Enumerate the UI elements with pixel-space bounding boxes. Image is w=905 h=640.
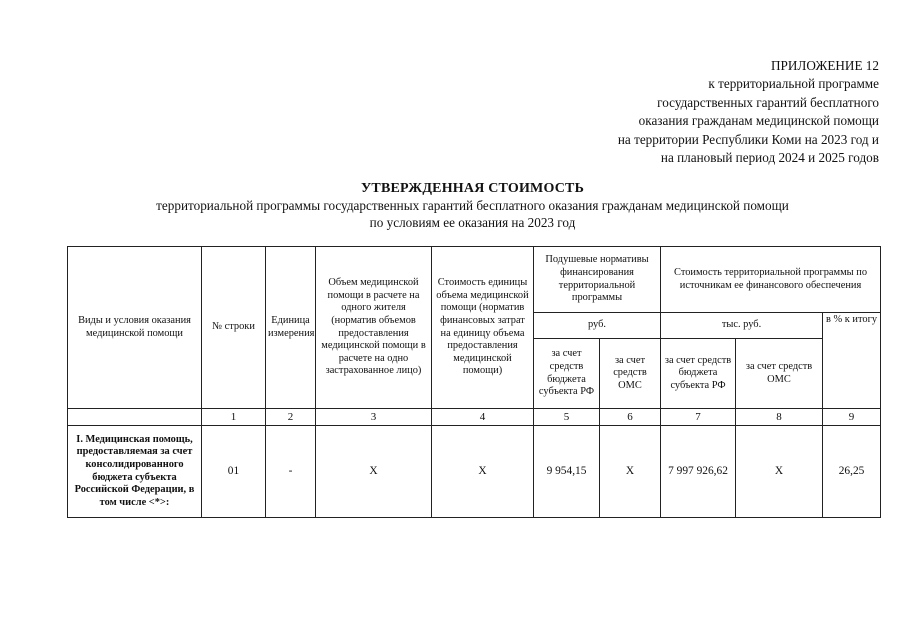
document-subtitle: территориальной программы государственных гарантий бесплатного оказания гражданам медицинской помощи — [156, 198, 789, 213]
column-number: 9 — [823, 409, 881, 426]
column-number: 6 — [600, 409, 661, 426]
header-rub: руб. — [534, 313, 661, 339]
annex-line: государственных гарантий бесплатного — [657, 94, 879, 110]
header-volume: Объем медицинской помощи в расчете на одного жителя (норматив объемов предоставления медицинской помощи в расчете на одно застрахованное лицо) — [316, 247, 432, 409]
annex-line: оказания гражданам медицинской помощи — [638, 113, 879, 129]
column-number: 2 — [266, 409, 316, 426]
cost-table — [67, 246, 881, 518]
header-unit-cost: Стоимость единицы объема медицинской помощи (норматив финансовых затрат на единицу объема предоставления медицинской помощи) — [432, 247, 534, 409]
header-per-capita-oms: за счет средств ОМС — [600, 339, 661, 409]
header-percent: в % к итогу — [823, 313, 881, 409]
header-thousand-rub: тыс. руб. — [661, 313, 823, 339]
row-number: 01 — [202, 426, 266, 518]
document-title-block — [60, 180, 885, 231]
annex-line: к территориальной программе — [708, 76, 879, 92]
document-title: УТВЕРЖДЕННАЯ СТОИМОСТЬ — [360, 181, 585, 196]
column-number: 7 — [661, 409, 736, 426]
header-kinds: Виды и условия оказания медицинской помощи — [68, 247, 202, 409]
annex-header — [539, 57, 879, 167]
row-cost-oms: X — [736, 426, 823, 518]
annex-title: ПРИЛОЖЕНИЕ 12 — [771, 58, 879, 73]
column-number: 8 — [736, 409, 823, 426]
row-per-capita-oms: X — [600, 426, 661, 518]
annex-line: на территории Республики Коми на 2023 год и — [617, 131, 879, 147]
row-percent: 26,25 — [823, 426, 881, 518]
header-cost-budget: за счет средств бюджета субъекта РФ — [661, 339, 736, 409]
column-number: 3 — [316, 409, 432, 426]
row-name: I. Медицинская помощь, предоставляемая за счет консолидированного бюджета субъекта Российской Федерации, в том числе <*>: — [68, 426, 202, 518]
document-subtitle-period: по условиям ее оказания на 2023 год — [369, 215, 576, 230]
header-per-capita: Подушевые нормативы финансирования территориальной программы — [534, 247, 661, 313]
column-number — [68, 409, 202, 426]
header-cost-oms: за счет средств ОМС — [736, 339, 823, 409]
annex-line: на плановый период 2024 и 2025 годов — [660, 150, 879, 166]
row-per-capita-budget: 9 954,15 — [534, 426, 600, 518]
column-number: 4 — [432, 409, 534, 426]
row-unit: - — [266, 426, 316, 518]
column-number: 5 — [534, 409, 600, 426]
header-unit: Единица измерения — [266, 247, 316, 409]
row-cost-budget: 7 997 926,62 — [661, 426, 736, 518]
header-program-cost: Стоимость территориальной программы по источникам ее финансового обеспечения — [661, 247, 881, 313]
header-per-capita-budget: за счет средств бюджета субъекта РФ — [534, 339, 600, 409]
row-volume: X — [316, 426, 432, 518]
header-row-number: № строки — [202, 247, 266, 409]
column-number: 1 — [202, 409, 266, 426]
table-row — [68, 426, 881, 518]
row-unit-cost: X — [432, 426, 534, 518]
